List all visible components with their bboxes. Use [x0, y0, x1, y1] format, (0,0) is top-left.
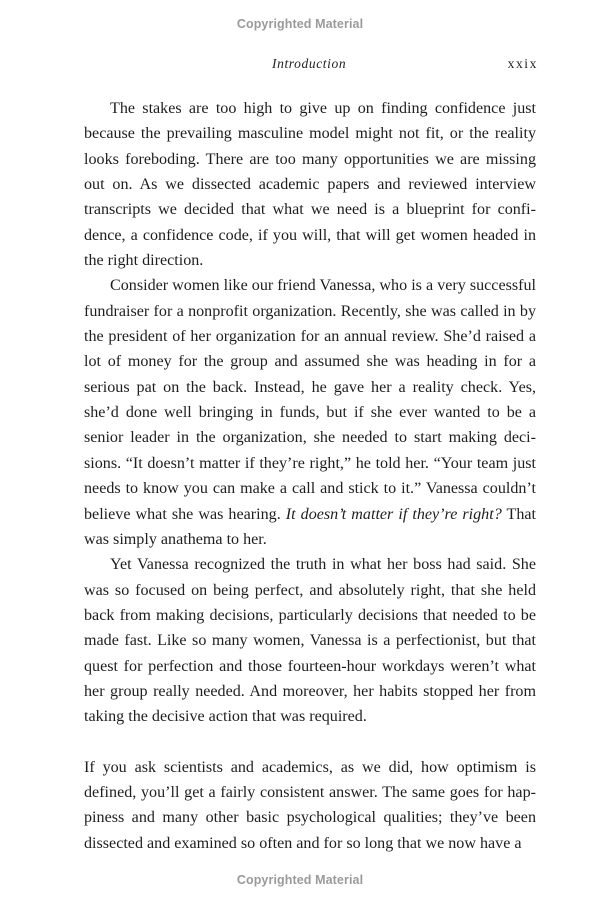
body-text — [84, 96, 536, 856]
copyright-watermark-top: Copyrighted Material — [236, 17, 364, 31]
paragraph-1: The stakes are too high to give up on finding confidence just because the prevailing masculine model might not fit, or the reality looks foreboding. There are too many opportunities we are missing out on. As we dissected academic papers and reviewed interview transcripts we decided that what we need is a blueprint for confidence, a confidence code, if you will, that will get women headed in the right direction. — [84, 100, 536, 270]
paragraph-2-italic-quote: It doesn’t matter if they’re right? — [285, 505, 502, 523]
paragraph-2 — [84, 273, 536, 552]
page-number: xxix — [507, 56, 538, 71]
paragraph-2-text: Consider women like our friend Vanessa, who is a very successful fundraiser for a nonprofit organization. Recently, she was called in by the president of her organization for an annual review. She’d raised a lot of money for the group and assumed she was heading in for a serious pat on the back. Instead, he gave her a reality check. Yes, she’d done well bringing in funds, but if she ever wanted to be a senior leader in the organization, she needed to start making decisions. “It doesn’t matter if they’re right,” he told her. “Your team just needs to know you can make a call and stick to it.” Vanessa couldn’t believe what she was hearing. — [84, 277, 536, 523]
paragraph-4: If you ask scientists and academics, as we did, how optimism is defined, you’ll get a fairly consistent answer. The same goes for happiness and many other basic psychological qualities; they’ve been dissected and examined so often and for so long that we now have a — [84, 758, 536, 852]
paragraph-2-after: That was simply anathema to her. — [84, 505, 537, 548]
copyright-watermark-bottom: Copyrighted Material — [236, 873, 364, 887]
running-head-title: Introduction — [272, 56, 347, 71]
paragraph-3: Yet Vanessa recognized the truth in what her boss had said. She was so focused on being perfect, and absolutely right, that she held back from making decisions, particularly decisions that needed to be made fast. Like so many women, Vanessa is a perfectionist, but that quest for perfection and those fourteen-hour workdays weren’t what her group really needed. And moreover, her habits stopped her from taking the decisive action that was required. — [84, 556, 536, 726]
